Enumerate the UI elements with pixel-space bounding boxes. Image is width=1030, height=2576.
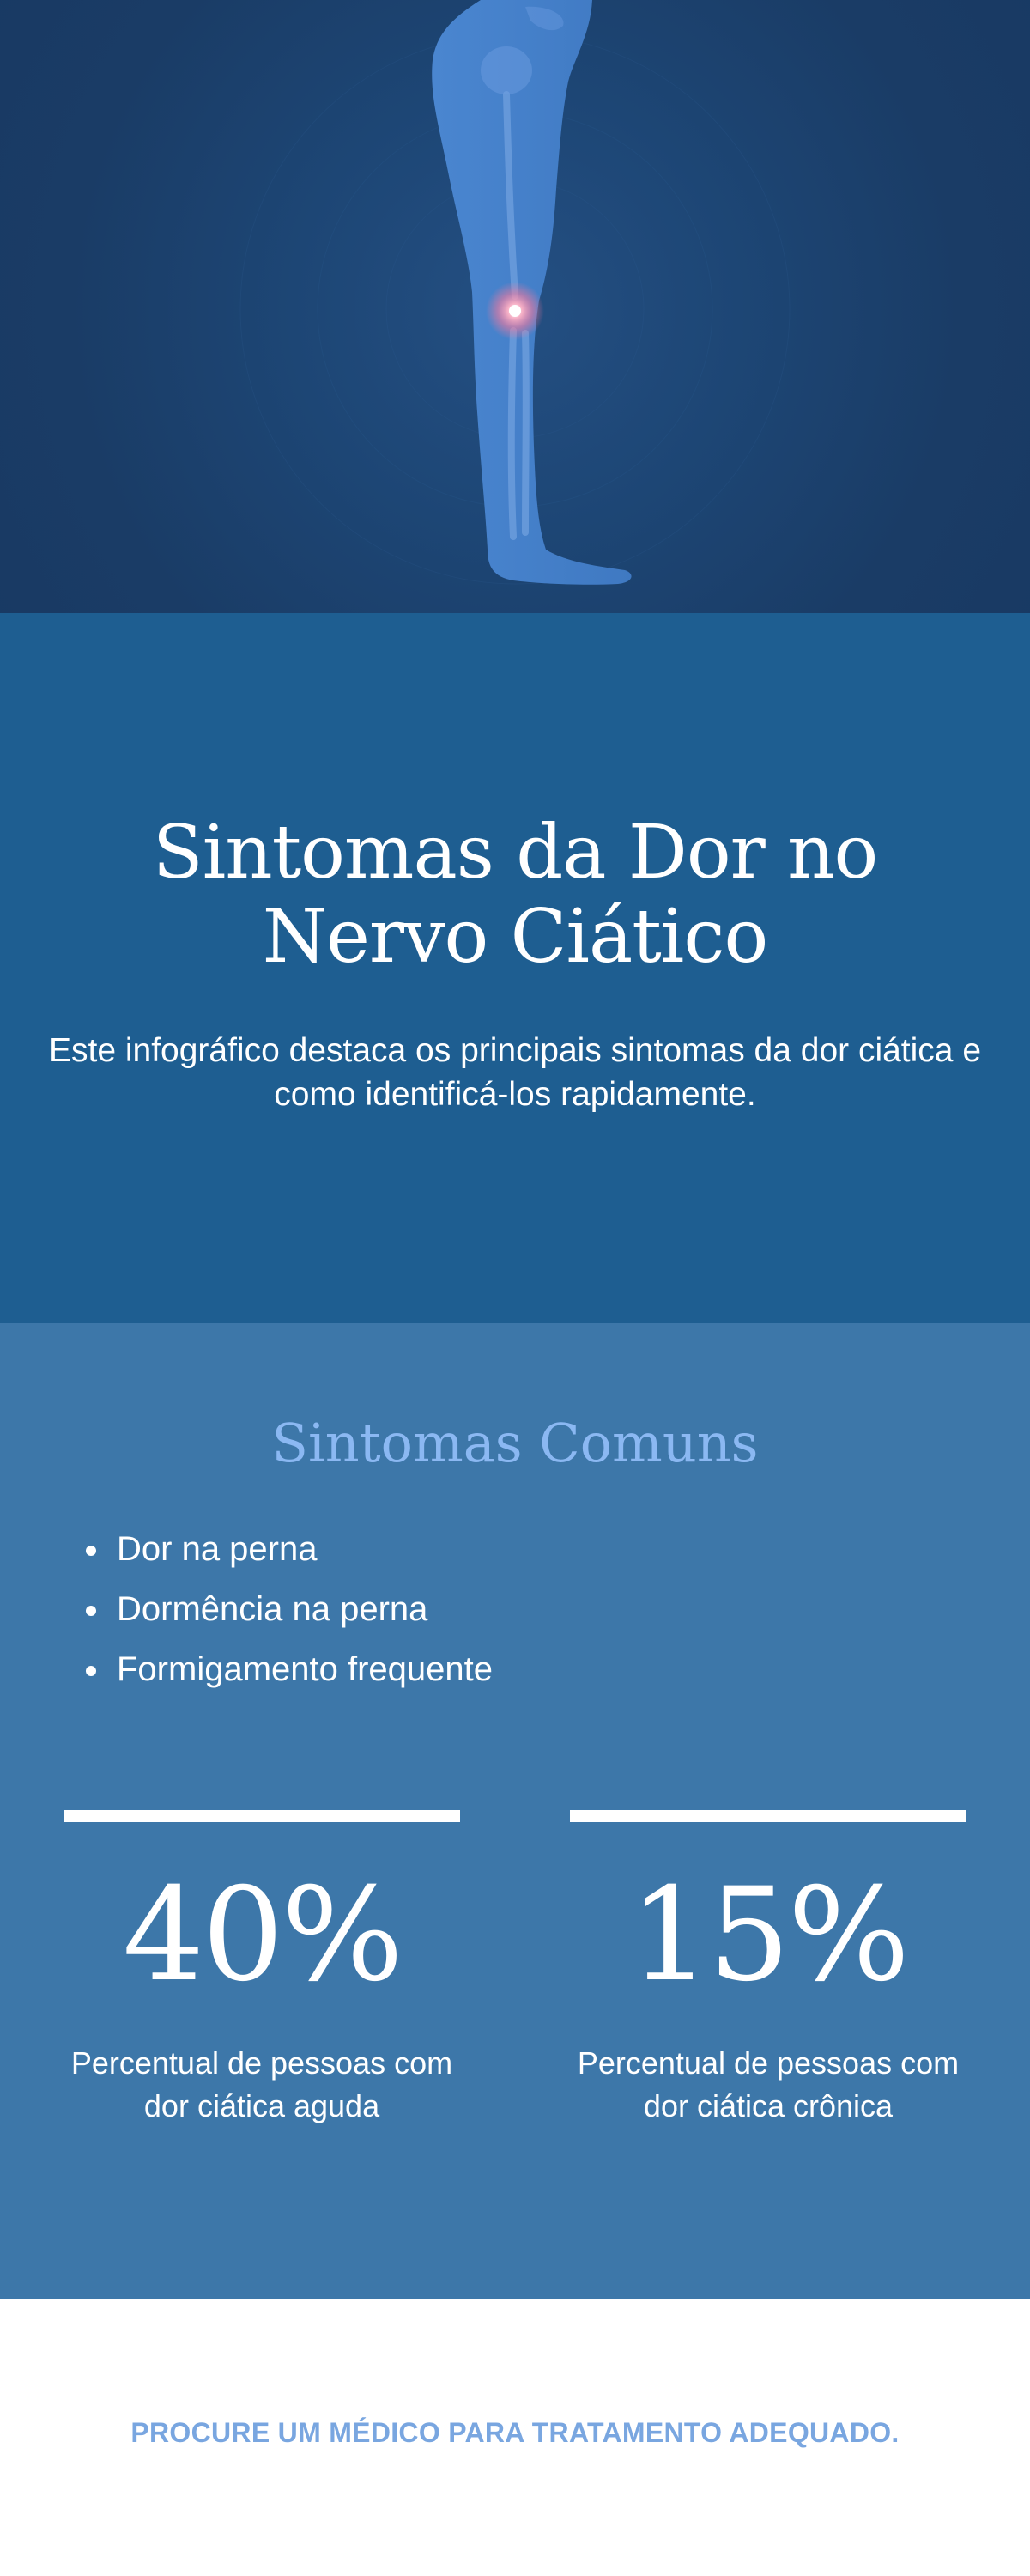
stat-acute [64, 1810, 460, 2128]
list-item: Formigamento frequente [82, 1639, 493, 1699]
page-subtitle: Este infográfico destaca os principais sintomas da dor ciática e como identificá-los rapidamente. [48, 1032, 982, 1113]
stat-label: Percentual de pessoas com dor ciática aguda [70, 2045, 453, 2123]
stat-value: 40% [122, 1861, 402, 2010]
list-item: Dormência na perna [82, 1579, 493, 1639]
stat-label: Percentual de pessoas com dor ciática crônica [577, 2045, 960, 2123]
knee-pain-center [509, 305, 521, 317]
footer [0, 2299, 1030, 2576]
page-title: Sintomas da Dor no Nervo Ciático [152, 810, 878, 980]
symptoms-section [0, 1323, 1030, 2299]
symptoms-title: Sintomas Comuns [271, 1412, 759, 1474]
footer-cta: PROCURE UM MÉDICO PARA TRATAMENTO ADEQUADO. [130, 2417, 900, 2448]
hero-section [0, 0, 1030, 613]
stat-chronic [570, 1810, 966, 2128]
title-section [0, 613, 1030, 1323]
leg-knee-pain-illustration [0, 0, 1030, 613]
symptoms-list [82, 1519, 493, 1699]
stat-divider [64, 1810, 460, 1822]
stat-value: 15% [628, 1861, 908, 2010]
stat-divider [570, 1810, 966, 1822]
hip-joint [481, 46, 532, 94]
list-item: Dor na perna [82, 1519, 493, 1579]
